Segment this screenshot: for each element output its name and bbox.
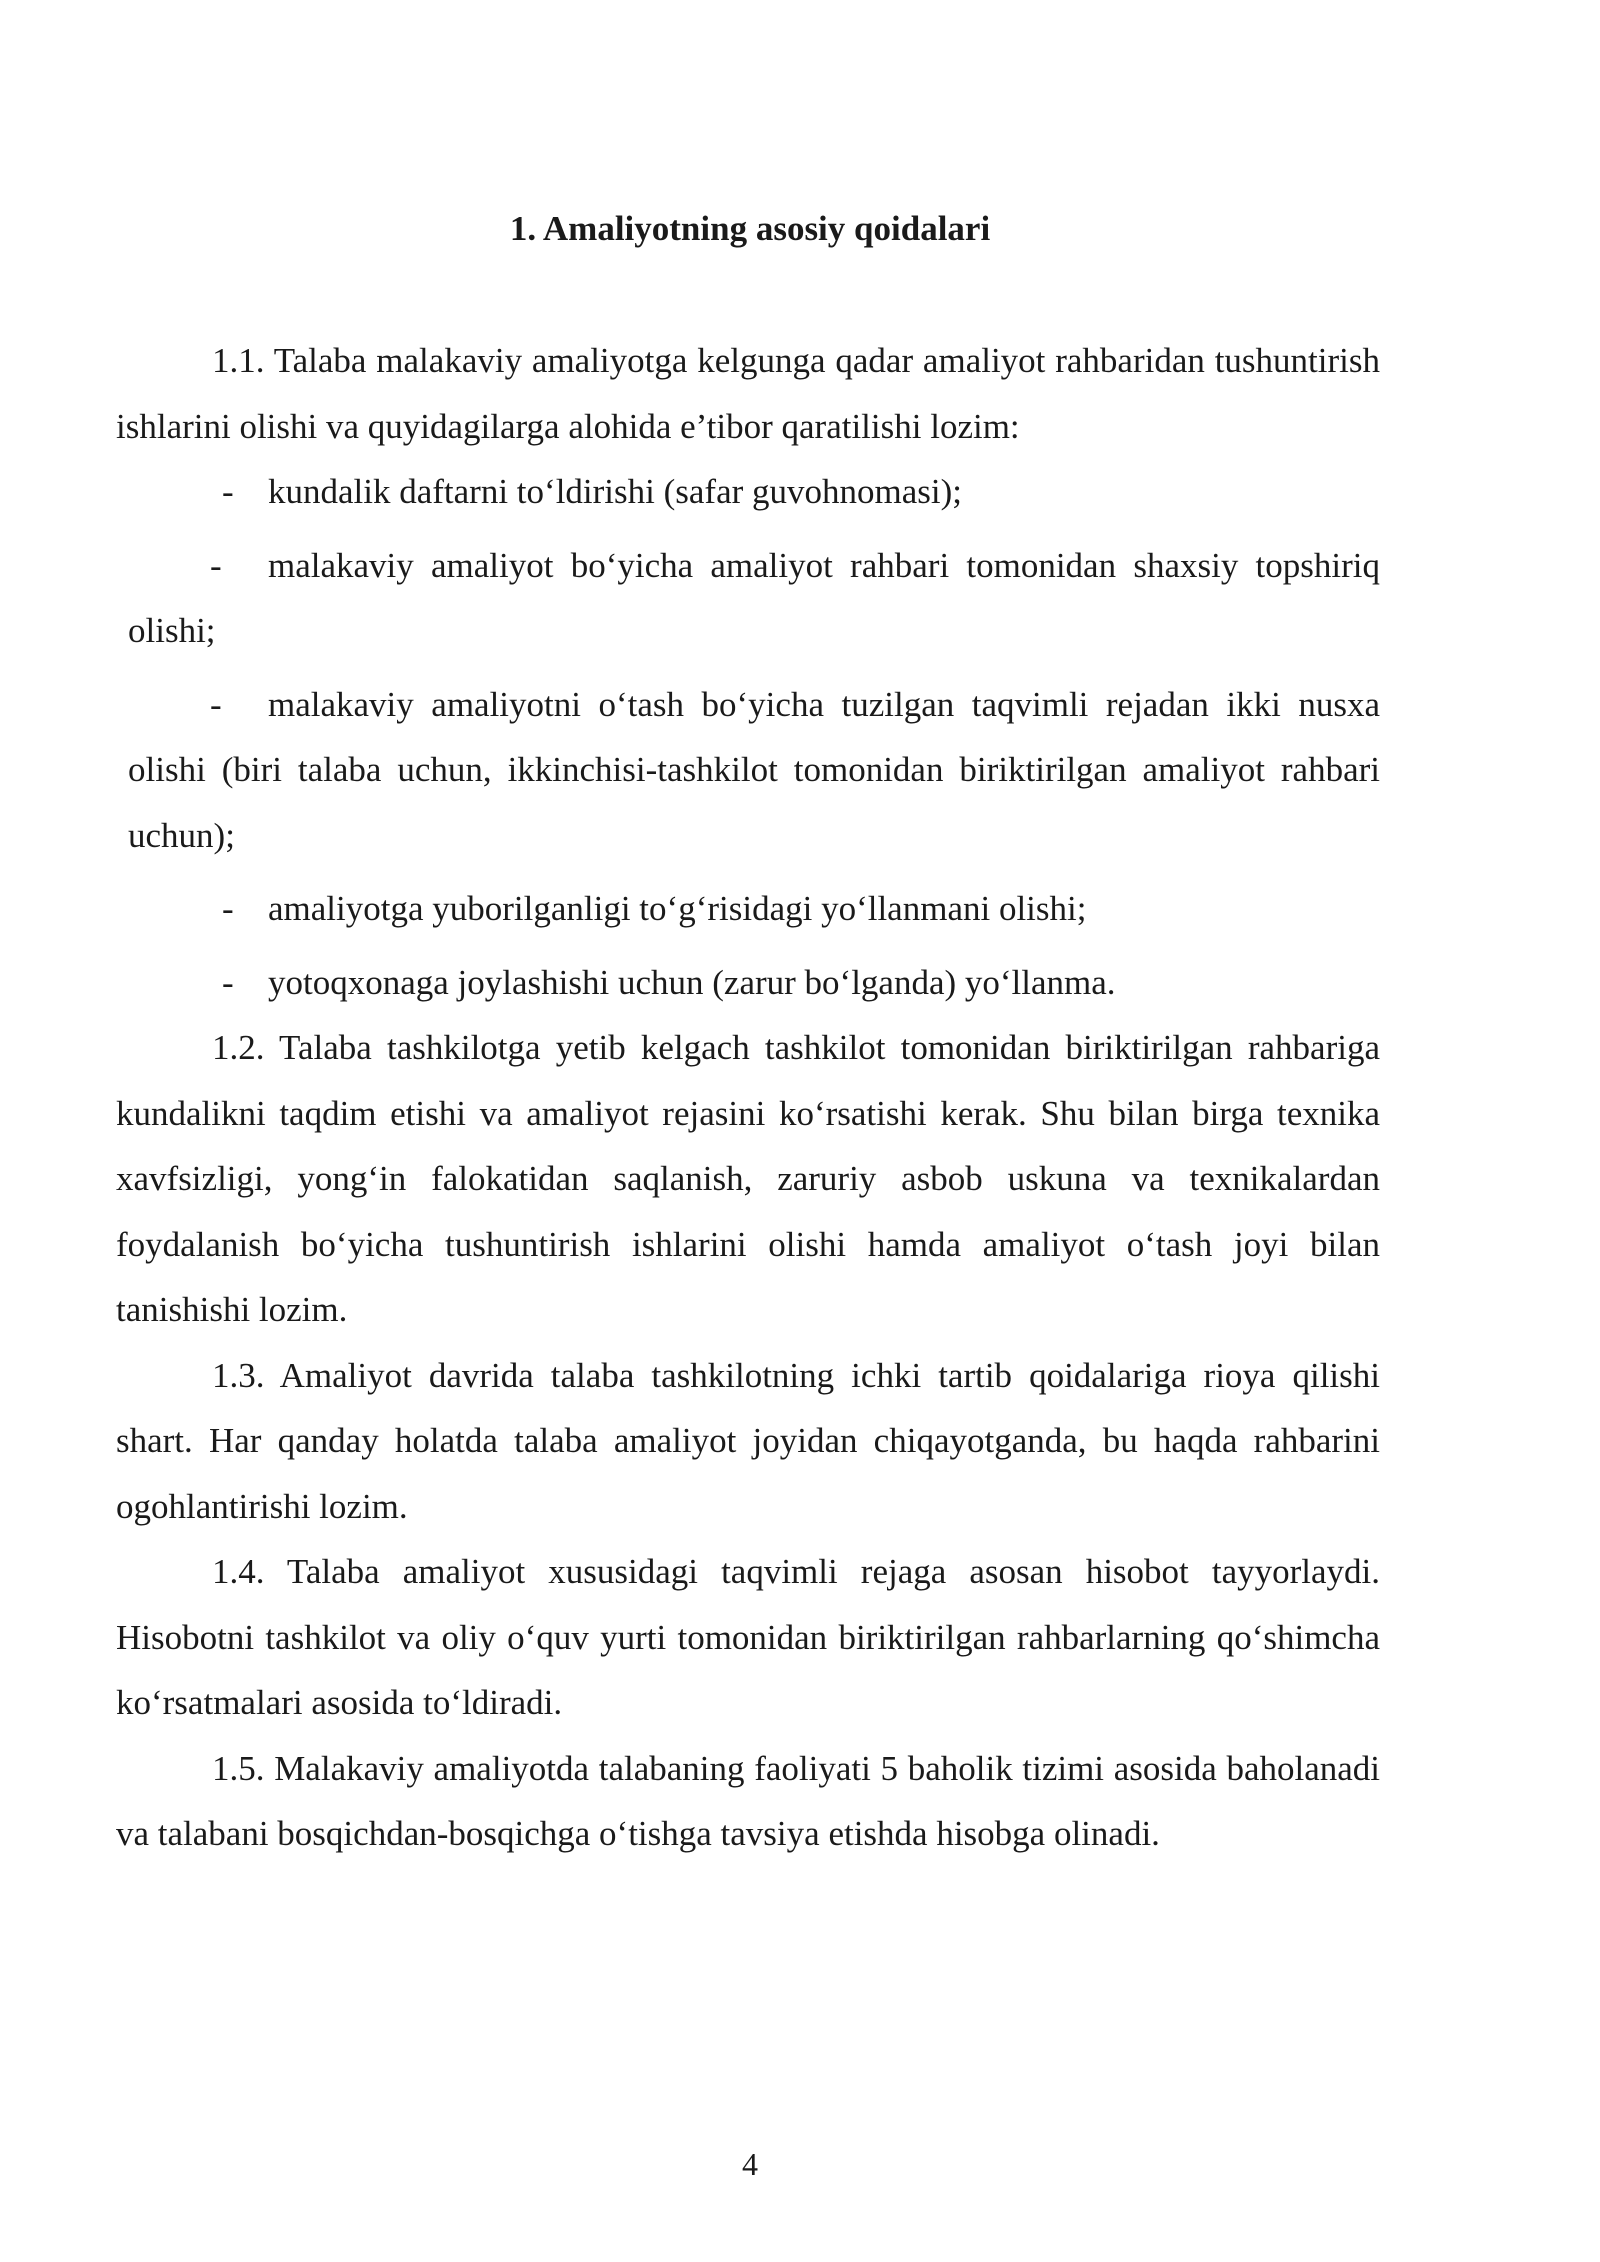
bullet-text: amaliyotga yuborilganligi to‘g‘risidagi yo‘llanmani olishi;	[268, 889, 1087, 928]
page-number: 4	[742, 2146, 758, 2182]
bullet-item	[116, 459, 1380, 525]
bullet-text: kundalik daftarni to‘ldirishi (safar guvohnomasi);	[268, 472, 963, 511]
document-body	[116, 328, 1380, 1867]
bullet-item	[116, 876, 1380, 942]
paragraph-1-4: 1.4. Talaba amaliyot xususidagi taqvimli rejaga asosan hisobot tayyorlaydi. Hisobotni tashkilot va oliy o‘quv yurti tomonidan biriktirilgan rahbarlarning qo‘shimcha ko‘rsatmalari asosida to‘ldiradi.	[116, 1552, 1380, 1722]
paragraph-1-2: 1.2. Talaba tashkilotga yetib kelgach tashkilot tomonidan biriktirilgan rahbariga kundalikni taqdim etishi va amaliyot rejasini ko‘rsatishi kerak. Shu bilan birga texnika xavfsizligi, yong‘in falokatidan saqlanish, zaruriy asbob uskuna va texnikalardan foydalanish bo‘yicha tushuntirish ishlarini olishi hamda amaliyot o‘tash joyi bilan tanishishi lozim.	[116, 1028, 1380, 1329]
dash-marker: -	[222, 962, 234, 1002]
bullet-item	[116, 950, 1380, 1016]
paragraph-1-5: 1.5. Malakaviy amaliyotda talabaning faoliyati 5 baholik tizimi asosida baholanadi va talabani bosqichdan-bosqichga o‘tishga tavsiya etishda hisobga olinadi.	[116, 1748, 1380, 1853]
dash-marker: -	[222, 472, 234, 511]
bullet-text: malakaviy amaliyot bo‘yicha amaliyot rahbari tomonidan shaxsiy topshiriq olishi;	[128, 545, 1380, 650]
bullet-text: malakaviy amaliyotni o‘tash bo‘yicha tuzilgan taqvimli rejadan ikki nusxa olishi (biri talaba uchun, ikkinchisi-tashkilot tomonidan biriktirilgan amaliyot rahbari uchun);	[128, 684, 1380, 855]
bullet-text: yotoqxonaga joylashishi uchun (zarur bo‘lganda) yo‘llanma.	[268, 962, 1116, 1002]
paragraph-1-1: 1.1. Talaba malakaviy amaliyotga kelgunga qadar amaliyot rahbaridan tushuntirish ishlarini olishi va quyidagilarga alohida e’tibor qaratilishi lozim:	[116, 341, 1380, 446]
bullet-item	[116, 533, 1380, 664]
dash-marker: -	[210, 545, 222, 585]
section-title: 1. Amaliyotning asosiy qoidalari	[509, 209, 991, 248]
paragraph-1-3: 1.3. Amaliyot davrida talaba tashkilotning ichki tartib qoidalariga rioya qilishi shart. Har qanday holatda talaba amaliyot joyidan chiqayotganda, bu haqda rahbarini ogohlantirishi lozim.	[116, 1355, 1380, 1526]
bullet-item	[116, 672, 1380, 869]
dash-marker: -	[210, 684, 222, 724]
dash-marker: -	[222, 889, 234, 928]
